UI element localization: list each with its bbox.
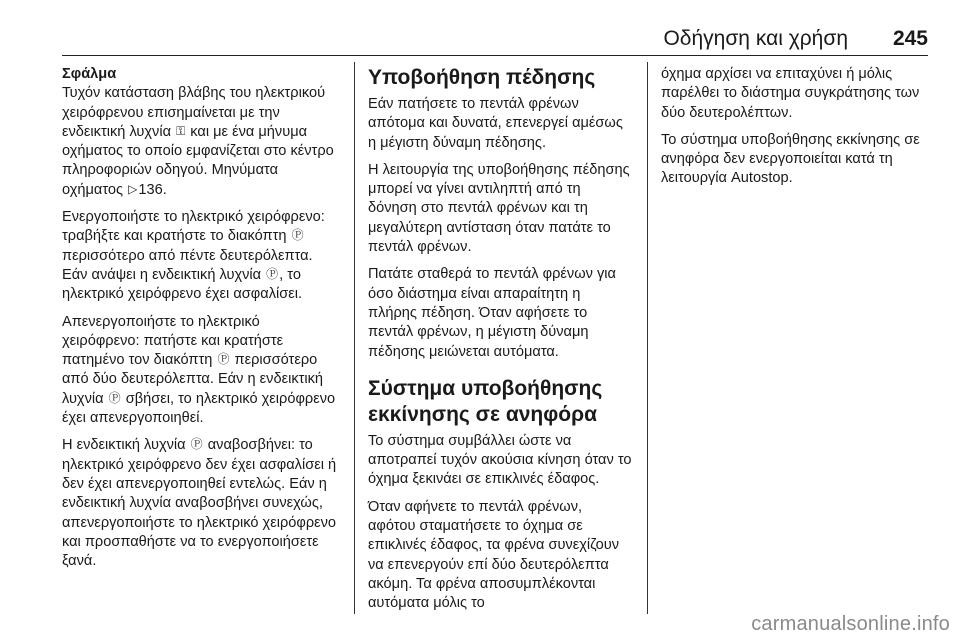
column-3 — [661, 65, 936, 197]
page-reference: 136. — [138, 181, 167, 198]
subheading-fault: Σφάλμα — [62, 66, 117, 82]
text-segment: Τυχόν κατάσταση βλάβης του ηλεκτρικού χειρόφρενου επισημαίνεται με την ενδεικτική λυχνία — [62, 85, 326, 140]
text-segment: περισσότερο από δύο δευτερόλεπτα. Εάν η ενδεικτική λυχνία — [62, 352, 324, 407]
text-segment: Η ενδεικτική λυχνία — [62, 437, 186, 454]
paragraph-hill-start-autostop: Το σύστημα υποβοήθησης εκκίνησης σε ανηφόρα δεν ενεργοποιείται κατά τη λειτουργία Autostop. — [661, 131, 920, 187]
parking-brake-icon: Ⓟ — [108, 390, 121, 405]
text-segment: Ενεργοποιήστε το ηλεκτρικό χειρόφρενο: τραβήξτε και κρατήστε το διακόπτη — [62, 209, 325, 245]
parking-brake-icon: Ⓟ — [190, 437, 203, 452]
parking-brake-icon: Ⓟ — [266, 266, 279, 281]
text-segment: και με ένα μήνυμα οχήματος το οποίο εμφανίζεται στο κέντρο πληροφοριών οδηγού. Μηνύματα οχήματος — [62, 123, 334, 198]
running-title: Οδήγηση και χρήση — [663, 27, 848, 50]
paragraph-brake-assist-1: Εάν πατήσετε το πεντάλ φρένων απότομα και δυνατά, επενεργεί αμέσως η μέγιστη δύναμη πέδησης. — [368, 96, 623, 151]
paragraph-brake-assist-3: Πατάτε σταθερά το πεντάλ φρένων για όσο διάστημα είναι απαραίτητη η πλήρης πέδηση. Όταν αφήσετε το πεντάλ φρένων, η μέγιστη δύναμη πέδησης μειώνεται αυτόματα. — [368, 266, 616, 360]
text-segment: αναβοσβήνει: το ηλεκτρικό χειρόφρενο δεν έχει ασφαλίσει ή δεν έχει απενεργοποιηθεί εντελώς. Εάν η ενδεικτική λυχνία αναβοσβήνει συνεχώς, απενεργοποιήστε το ηλεκτρικό χειρόφρενο και προσπαθήστε να το ενεργοποιήσετε ξανά. — [62, 437, 337, 570]
paragraph-hill-start-1: Το σύστημα συμβάλλει ώστε να αποτραπεί τυχόν ακούσια κίνηση όταν το όχημα ξεκινάει σε επικλινές έδαφος. — [368, 432, 632, 488]
paragraph-activate-brake — [62, 208, 340, 304]
reference-arrow-icon: ▷ — [128, 181, 138, 196]
text-segment: , το ηλεκτρικό χειρόφρενο έχει ασφαλίσει. — [62, 266, 303, 303]
header-rule — [62, 55, 928, 56]
text-segment: Απενεργοποιήστε το ηλεκτρικό χειρόφρενο: πατήστε και κρατήστε πατημένο τον διακόπτη — [62, 313, 284, 369]
text-segment: σβήσει, το ηλεκτρικό χειρόφρενο έχει απενεργοποιηθεί. — [62, 390, 336, 427]
page-number: 245 — [892, 27, 928, 50]
heading-hill-start-assist: Σύστημα υποβοήθησης εκκίνησης σε ανηφόρα — [368, 376, 603, 426]
paragraph-release-brake — [62, 313, 340, 429]
paragraph-hill-start-continued: όχημα αρχίσει να επιταχύνει ή μόλις παρέλθει το διάστημα συγκράτησης των δύο δευτερολέπτων. — [661, 66, 920, 121]
column-divider-1 — [354, 62, 355, 614]
paragraph-lamp-flashing — [62, 436, 340, 571]
paragraph-fault-indication — [62, 84, 340, 200]
column-2 — [368, 65, 633, 622]
column-1 — [62, 65, 340, 579]
paragraph-hill-start-2: Όταν αφήνετε το πεντάλ φρένων, αφότου σταματήσετε το όχημα σε επικλινές έδαφος, τα φρένα συνεχίζουν να επενεργούν επί δύο δευτερόλεπτα ακόμη. Τα φρένα αποσυμπλέκονται αυτόματα μόλις το — [368, 498, 619, 612]
wrench-warning-icon: ⚿ — [176, 123, 186, 138]
text-segment: περισσότερο από πέντε δευτερόλεπτα. Εάν ανάψει η ενδεικτική λυχνία — [62, 247, 313, 283]
heading-brake-assist: Υποβοήθηση πέδησης — [368, 66, 596, 89]
page-header — [0, 0, 960, 60]
parking-brake-icon: Ⓟ — [291, 228, 304, 243]
paragraph-brake-assist-2: Η λειτουργία της υποβοήθησης πέδησης μπορεί να γίνει αντιληπτή από τη δόνηση στο πεντάλ φρένων και τη μεγαλύτερη αντίσταση όταν πατάτε το πεντάλ φρένων. — [368, 161, 630, 256]
watermark: carmanualsonline.info — [751, 613, 950, 635]
parking-brake-icon: Ⓟ — [217, 352, 230, 367]
column-divider-2 — [647, 62, 648, 614]
